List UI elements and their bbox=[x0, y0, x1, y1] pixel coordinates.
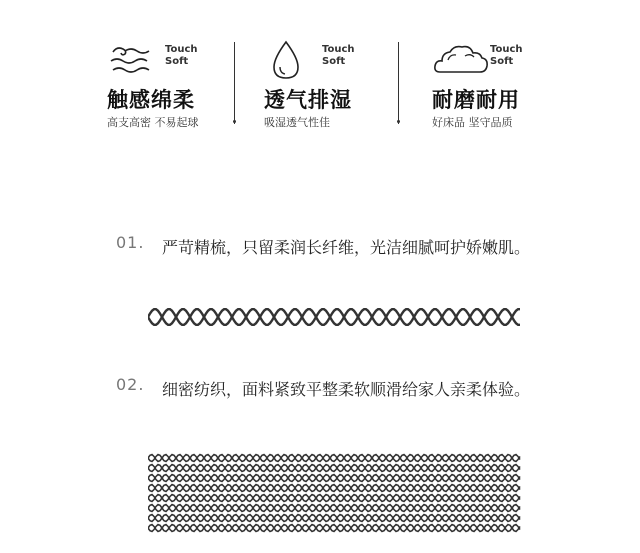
english-line-2: Soft bbox=[165, 56, 189, 67]
english-line-2: Soft bbox=[490, 56, 514, 67]
divider bbox=[398, 42, 399, 124]
feature-english-label bbox=[322, 44, 355, 68]
water-drop-icon bbox=[264, 40, 312, 80]
english-line-2: Soft bbox=[322, 56, 346, 67]
section-text: 细密纺织，面料紧致平整柔软顺滑给家人亲柔体验。 bbox=[162, 380, 531, 399]
feature-subtitle: 吸湿透气性佳 bbox=[264, 116, 330, 129]
feature-title: 耐磨耐用 bbox=[432, 88, 520, 112]
feature-subtitle: 好床品 坚守品质 bbox=[432, 116, 513, 129]
feature-durable bbox=[430, 38, 590, 130]
divider-dot bbox=[233, 120, 236, 123]
feature-row bbox=[0, 0, 640, 140]
section-text: 严苛精梳，只留柔润长纤维，光洁细腻呵护娇嫩肌。 bbox=[162, 238, 531, 257]
cloud-icon bbox=[432, 40, 490, 80]
section-number: 01. bbox=[116, 233, 145, 252]
single-braid-pattern bbox=[148, 300, 522, 334]
english-line-1: Touch bbox=[165, 44, 198, 55]
feature-title: 触感绵柔 bbox=[107, 88, 195, 112]
divider-dot bbox=[397, 120, 400, 123]
divider bbox=[234, 42, 235, 124]
feature-touch-soft bbox=[105, 38, 265, 130]
feature-subtitle: 高支高密 不易起球 bbox=[107, 116, 199, 129]
dense-braid-pattern bbox=[148, 450, 522, 536]
section-number: 02. bbox=[116, 375, 145, 394]
english-line-1: Touch bbox=[322, 44, 355, 55]
waves-icon bbox=[107, 40, 155, 80]
feature-title: 透气排湿 bbox=[264, 88, 352, 112]
english-line-1: Touch bbox=[490, 44, 523, 55]
feature-english-label bbox=[165, 44, 198, 68]
feature-english-label bbox=[490, 44, 523, 68]
